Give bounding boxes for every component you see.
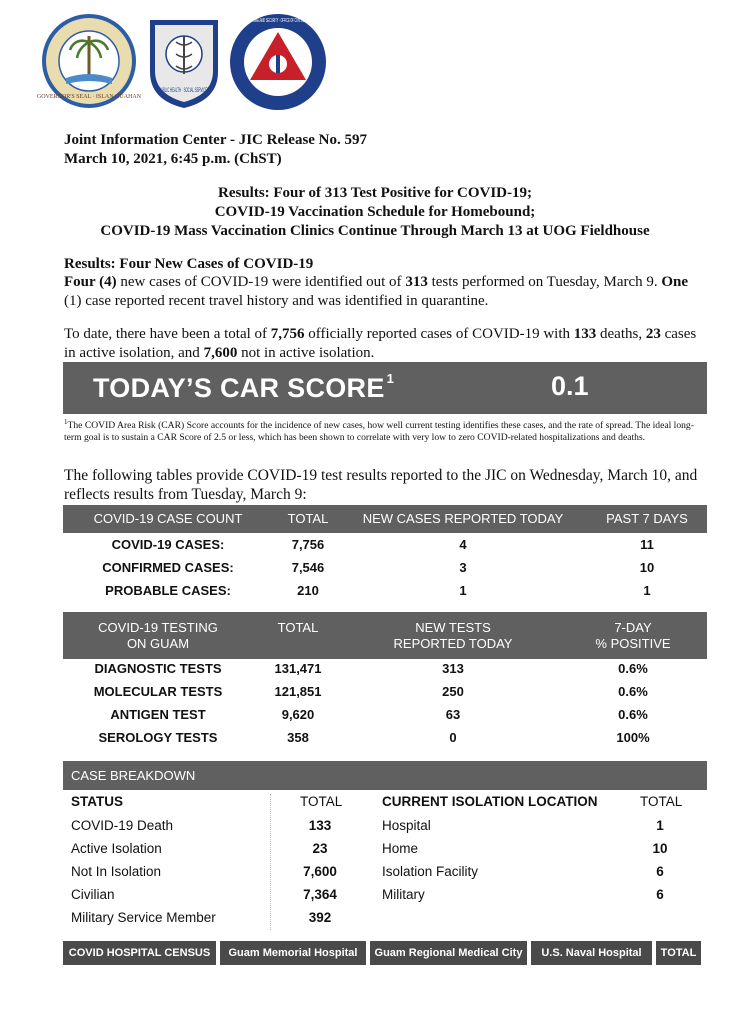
testing-table-cell: 63 [445,707,461,722]
testing-table-header [63,612,707,659]
case-table-cell: 7,756 [291,537,325,552]
status-total: 23 [312,841,328,856]
case-table-header [63,505,707,533]
text: not in active isolation. [237,344,375,361]
location-label: Home [382,841,419,856]
public-health-seal-icon [144,12,224,110]
car-score-label [93,371,394,404]
status-total: 133 [308,818,332,833]
case-table-cell: 1 [459,583,467,598]
testing-table-row [0,661,750,681]
census-usnh: U.S. Naval Hospital [531,941,652,965]
testing-table-cell: 131,471 [274,661,322,676]
status-total: 392 [308,910,332,925]
case-col-total: TOTAL [287,511,329,526]
breakdown-title: CASE BREAKDOWN [71,768,196,783]
release-date: March 10, 2021, 6:45 p.m. (ChST) [64,151,282,167]
testing-col-new: NEW TESTS REPORTED TODAY [393,620,513,651]
testing-table-cell: 358 [287,730,309,745]
case-table-row [0,560,750,580]
seal-text: GOVERNOR'S SEAL · ISLAN GUAHAN [36,94,142,100]
case-table-cell: COVID-19 CASES: [111,537,225,552]
release-number: Joint Information Center - JIC Release No. 597 [64,132,368,148]
location-label: Hospital [382,818,431,833]
testing-table-cell: 9,620 [281,707,315,722]
location-label: Isolation Facility [382,864,479,879]
status-total: 7,364 [303,887,337,902]
active-isolation-count: 23 [645,326,661,342]
location-total: 1 [656,818,664,833]
testing-col-name: COVID-19 TESTING ON GUAM [98,620,218,651]
car-score-label-text: TODAY’S CAR SCORE [93,373,385,403]
breakdown-header [63,761,707,790]
text: (1) case reported recent travel history and was identified in quarantine. [64,292,489,309]
not-isolated-count: 7,600 [203,344,238,361]
seal-logos [36,12,340,112]
case-table-cell: 4 [459,537,467,552]
testing-table-cell: MOLECULAR TESTS [93,684,223,699]
case-col-new: NEW CASES REPORTED TODAY [362,511,564,526]
tests-count: 313 [405,274,428,290]
testing-table-cell: 100% [616,730,650,745]
testing-table-cell: 0.6% [618,661,648,676]
testing-table-row [0,684,750,704]
status-label: Military Service Member [71,910,216,925]
testing-table-cell: SEROLOGY TESTS [98,730,218,745]
case-table-cell: 1 [643,583,651,598]
car-score-sup: 1 [386,371,395,386]
seal-text: PUBLIC HEALTH · SOCIAL SERVICES [159,88,209,94]
case-table-cell: PROBABLE CASES: [105,583,231,598]
seal-text: GUAM HOMELAND SECURITY · OFFICE OF CIVIL DEFENSE [243,18,314,24]
testing-table-row [0,730,750,750]
case-table-cell: 11 [640,537,654,552]
testing-table-cell: 313 [442,661,464,676]
testing-table-cell: 0 [449,730,457,745]
car-footnote [64,417,708,443]
footnote-text: The COVID Area Risk (CAR) Score accounts for the incidence of new cases, how well current testing identifies these cases, and the rate of spread. The ideal long-term goal is to sustain a CAR Score of 2.5 or less, which has been shown to correlate with very low to zero COVID-related hospitalizations and deaths. [64,420,694,443]
car-score-value: 0.1 [551,371,589,401]
results-paragraph-2 [64,325,704,362]
case-table-cell: 10 [639,560,655,575]
testing-table-cell: 250 [442,684,464,699]
breakdown-divider [270,794,272,930]
census-title: COVID HOSPITAL CENSUS [63,941,216,965]
homeland-security-seal-icon [228,12,328,112]
results-title: Results: Four New Cases of COVID-19 [64,256,314,272]
testing-table-cell: 0.6% [618,707,648,722]
text: officially reported cases of COVID-19 with [304,326,574,342]
status-header: STATUS [71,794,123,809]
case-col-past7: PAST 7 DAYS [606,511,688,526]
governors-seal-icon [36,12,142,110]
text: deaths, [596,326,646,342]
results-paragraph-1 [64,273,704,310]
status-total-header: TOTAL [300,794,343,809]
testing-table-cell: ANTIGEN TEST [110,707,206,722]
case-table-row [0,537,750,557]
census-total: TOTAL [656,941,701,965]
location-header: CURRENT ISOLATION LOCATION [382,794,598,809]
status-label: COVID-19 Death [71,818,174,833]
case-table-row [0,583,750,603]
case-table-cell: 210 [297,583,319,598]
testing-table-cell: 0.6% [618,684,648,699]
census-grmc: Guam Regional Medical City [370,941,527,965]
text: cases in active isolation, and [64,326,697,361]
testing-col-positive: 7-DAY % POSITIVE [595,620,671,651]
testing-col-total: TOTAL [277,620,319,635]
case-table-cell: CONFIRMED CASES: [102,560,234,575]
testing-table-cell: 121,851 [274,684,322,699]
case-table-cell: 7,546 [291,560,325,575]
headline-2: COVID-19 Vaccination Schedule for Homebound; [214,204,536,220]
status-label: Active Isolation [71,841,162,856]
headlines [60,184,690,241]
location-total: 6 [656,864,664,879]
location-total-header: TOTAL [640,794,683,809]
case-col-count: COVID-19 CASE COUNT [93,511,243,526]
location-total: 10 [652,841,668,856]
deaths-count: 133 [573,326,597,342]
text: tests performed on Tuesday, March 9. [427,274,662,290]
status-total: 7,600 [303,864,337,879]
location-total: 6 [656,887,664,902]
headline-1: Results: Four of 313 Test Positive for COVID-19; [217,185,532,201]
status-label: Not In Isolation [71,864,162,879]
car-score-banner [63,362,707,414]
travel-count: One [661,274,689,290]
testing-table-cell: DIAGNOSTIC TESTS [94,661,222,676]
census-gmh: Guam Memorial Hospital [220,941,366,965]
new-cases-count: Four (4) [64,274,117,290]
location-label: Military [382,887,425,902]
status-label: Civilian [71,887,115,902]
text: To date, there have been a total of [64,326,271,342]
headline-3: COVID-19 Mass Vaccination Clinics Continue Through March 13 at UOG Fieldhouse [100,223,650,239]
testing-table-row [0,707,750,727]
text: new cases of COVID-19 were identified out of [116,274,406,290]
case-table-cell: 3 [459,560,467,575]
total-cases: 7,756 [270,326,305,342]
footnote-sup: 1 [64,418,68,426]
tables-intro: The following tables provide COVID-19 test results reported to the JIC on Wednesday, March 10, and reflects results from Tuesday, March 9: [64,467,698,503]
